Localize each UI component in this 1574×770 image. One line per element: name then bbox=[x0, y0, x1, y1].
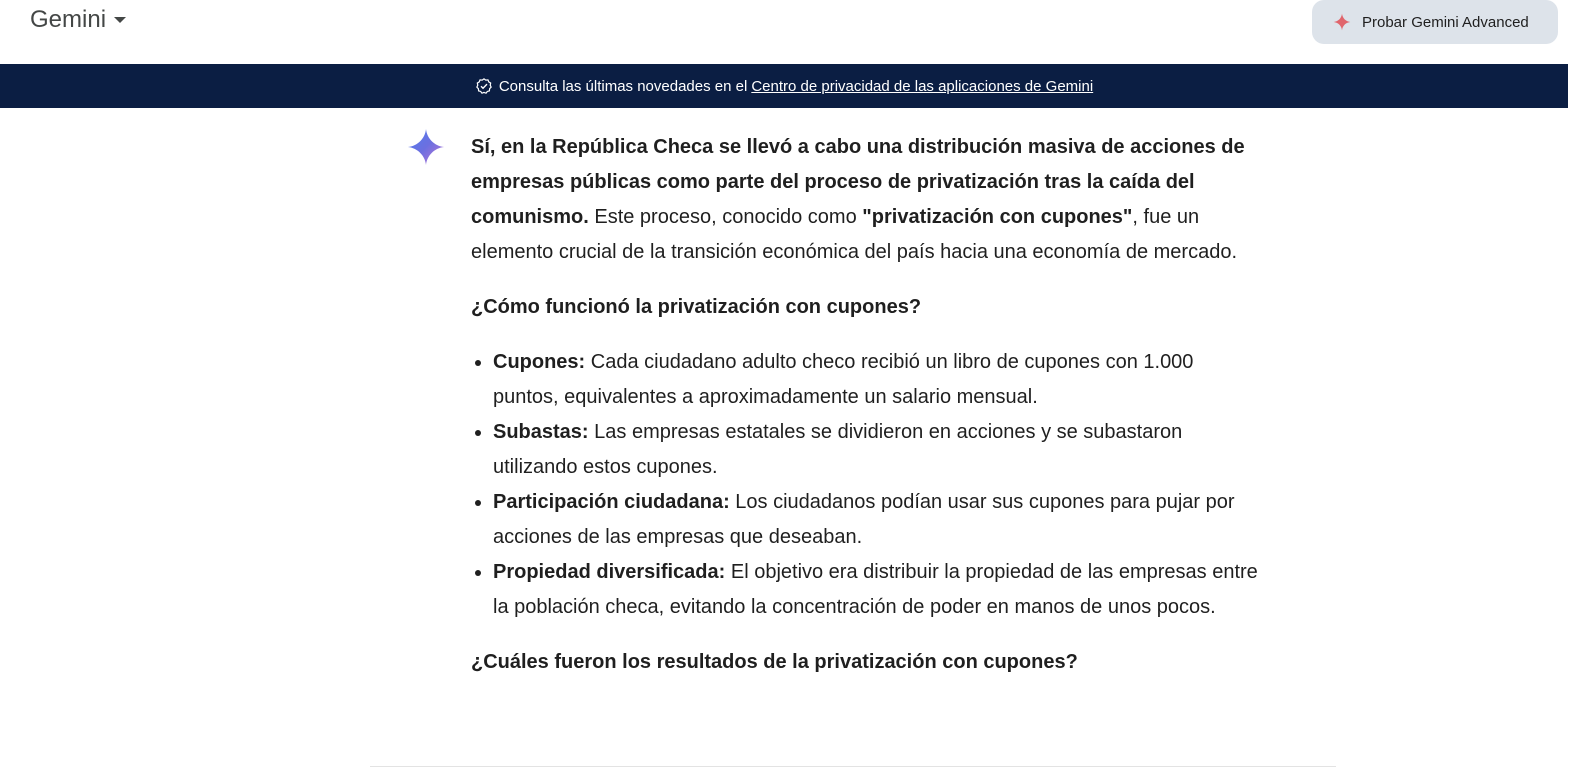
heading-results: ¿Cuáles fueron los resultados de la privatización con cupones? bbox=[471, 651, 1078, 673]
item-title: Propiedad diversificada: bbox=[493, 561, 726, 583]
list-item bbox=[493, 485, 1261, 555]
item-text: El objetivo era distribuir la propiedad de las empresas entre la población checa, evitando la concentración de poder en manos de unos pocos. bbox=[493, 561, 1258, 618]
try-advanced-button[interactable] bbox=[1312, 0, 1558, 44]
sparkle-icon bbox=[1332, 12, 1352, 32]
intro-bold: Sí, en la República Checa se llevó a cabo una distribución masiva de acciones de empresas públicas como parte del proceso de privatización tras la caída del comunismo. bbox=[471, 136, 1245, 228]
heading-how: ¿Cómo funcionó la privatización con cupones? bbox=[471, 296, 922, 318]
item-text: Las empresas estatales se dividieron en acciones y se subastaron utilizando estos cupones. bbox=[493, 421, 1183, 478]
divider bbox=[370, 766, 1336, 767]
list-item bbox=[493, 555, 1261, 625]
list-item bbox=[493, 345, 1261, 415]
top-header bbox=[0, 0, 1574, 64]
privacy-banner bbox=[0, 64, 1568, 108]
caret-down-icon bbox=[114, 17, 126, 23]
list-item bbox=[493, 415, 1261, 485]
intro-paragraph bbox=[471, 130, 1261, 270]
item-title: Subastas: bbox=[493, 421, 589, 443]
privacy-center-link[interactable]: Centro de privacidad de las aplicaciones de Gemini bbox=[751, 77, 1094, 95]
gemini-sparkle-icon bbox=[407, 128, 445, 166]
bullet-list bbox=[471, 345, 1261, 625]
model-selector[interactable] bbox=[30, 6, 126, 34]
item-text: Cada ciudadano adulto checo recibió un libro de cupones con 1.000 puntos, equivalentes a aproximadamente un salario mensual. bbox=[493, 351, 1194, 408]
response-content bbox=[471, 130, 1261, 680]
banner-text: Consulta las últimas novedades en el bbox=[498, 77, 748, 95]
intro-bold-2: "privatización con cupones" bbox=[862, 206, 1133, 228]
intro-text-2: , fue un elemento crucial de la transición económica del país hacia una economía de mercado. bbox=[471, 206, 1237, 263]
item-title: Cupones: bbox=[493, 351, 586, 373]
brand-title: Gemini bbox=[30, 6, 107, 33]
verified-check-icon bbox=[475, 77, 493, 95]
item-title: Participación ciudadana: bbox=[493, 491, 730, 513]
intro-text-1: Este proceso, conocido como bbox=[588, 206, 863, 228]
advanced-button-label: Probar Gemini Advanced bbox=[1362, 13, 1529, 31]
item-text: Los ciudadanos podían usar sus cupones para pujar por acciones de las empresas que deseaban. bbox=[493, 491, 1235, 548]
